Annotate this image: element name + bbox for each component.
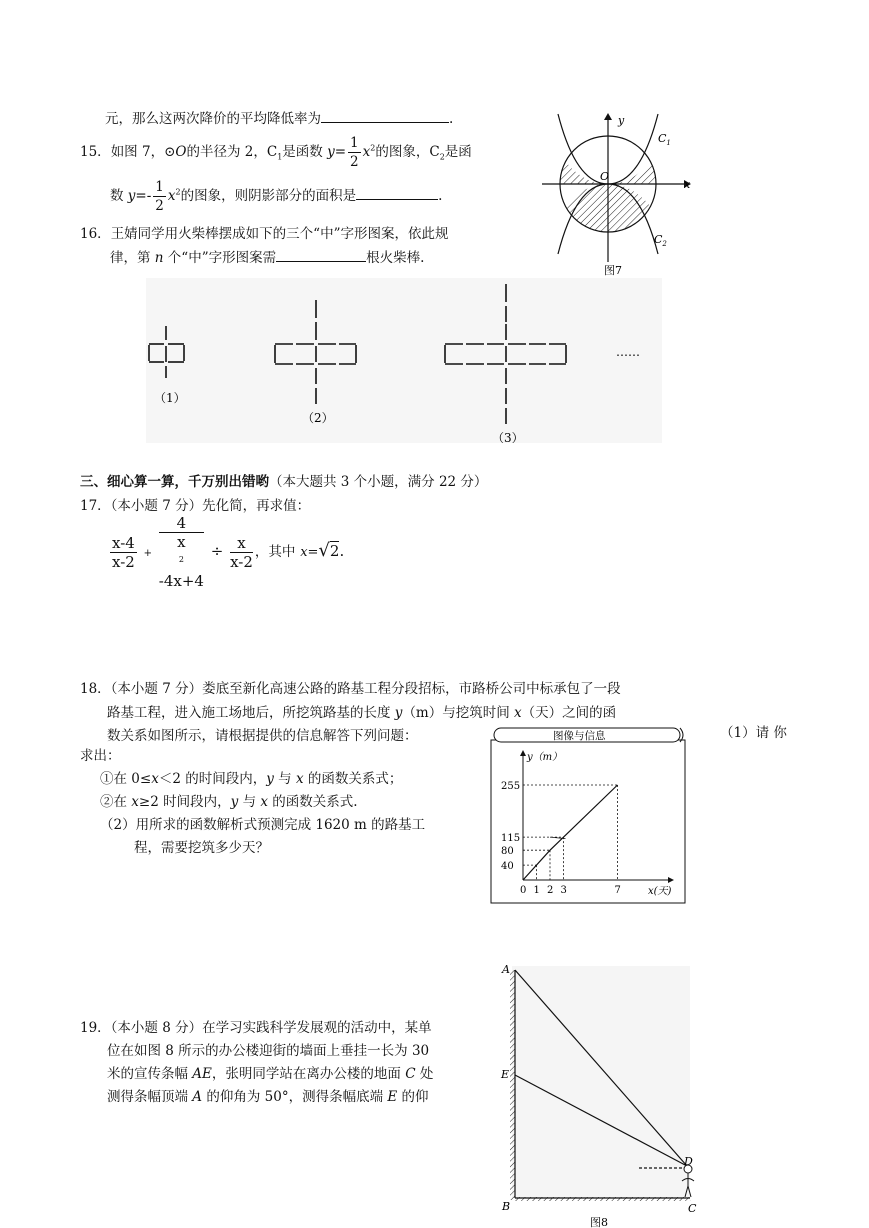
match-figure-2 xyxy=(275,300,356,404)
label-fig-1: （1） xyxy=(154,391,186,405)
q16-line1: 16．王婧同学用火柴棒摆成如下的三个“中”字形图案，依此规 xyxy=(80,226,449,242)
q19-line1: 19．（本小题 8 分）在学习实践科学发展观的活动中，某单 xyxy=(80,1020,432,1036)
q15-line1: 15．如图 7，⊙O的半径为 2，$C_1$是函数 y= $\frac{1}{2}$ $x^2$的图象，$C_2$是函 xyxy=(80,135,472,170)
graph-y-tick-80: 80 xyxy=(501,846,514,858)
figure-8-caption: 图8 xyxy=(590,1216,608,1228)
graph-x-tick-2: 2 xyxy=(547,885,554,896)
graph-x-tick-0: 0 xyxy=(520,885,527,896)
matchstick-figures xyxy=(146,278,662,443)
match-figure-1 xyxy=(149,326,184,378)
function-graph xyxy=(490,726,688,904)
label-fig-2: （2） xyxy=(302,411,334,425)
q15-fraction-neg-half: $\frac{1}{2}$ xyxy=(155,179,164,214)
figure-7-caption: 图7 xyxy=(604,264,622,277)
q14-answer-blank[interactable] xyxy=(321,108,449,123)
graph-y-tick-255: 255 xyxy=(501,781,521,792)
q18-part1-cont: 求出： xyxy=(80,748,121,764)
figure-7 xyxy=(536,112,696,278)
c1-label: $C_1$ xyxy=(658,132,671,147)
q18-item1: ①在 0≤x＜2 的时间段内，y 与 x 的函数关系式； xyxy=(100,771,403,787)
y-axis-arrow xyxy=(604,113,612,120)
q18-line1: 18．（本小题 7 分）娄底至新化高速公路的路基工程分段招标，市路桥公司中标承包了一段 xyxy=(80,681,621,697)
graph-y-tick-115: 115 xyxy=(501,833,521,845)
graph-x-axis-label: x(天) xyxy=(648,886,672,897)
c2-label: $C_2$ xyxy=(654,233,667,248)
label-c: C xyxy=(688,1202,697,1215)
q14-continuation: 元，那么这两次降价的平均降低率为 . xyxy=(105,107,453,127)
match-figure-3 xyxy=(445,284,566,424)
q18-item2: ②在 x≥2 时间段内，y 与 x 的函数关系式. xyxy=(100,794,358,810)
q15-fraction-half: $\frac{1}{2}$ xyxy=(350,135,359,170)
q17-expression: $\frac{x-4}{x-2}$ + 4 x $^2$ -4x+4 ÷ $\frac{x}{x-2}$ ，其中 x=√2. xyxy=(112,514,345,590)
q18-part1-label: （1）请 你 xyxy=(720,725,787,741)
origin-label: O xyxy=(600,170,610,183)
label-b: B xyxy=(502,1200,511,1213)
graph-x-tick-3: 3 xyxy=(560,885,567,896)
q19-line3: 米的宣传条幅 AE，张明同学站在离办公楼的地面 C 处 xyxy=(107,1066,434,1082)
graph-x-tick-7: 7 xyxy=(614,885,621,896)
section-3-heading: 三、细心算一算，千万别出错哟（本大题共 3 个小题，满分 22 分） xyxy=(80,474,488,490)
q18-part2-line1: （2）用所求的函数解析式预测完成 1620 m 的路基工 xyxy=(100,817,426,833)
y-label: y xyxy=(618,114,625,127)
graph-banner-text: 图像与信息 xyxy=(553,730,606,742)
graph-frame xyxy=(491,740,685,903)
q18-line2: 路基工程，进入施工场地后，所挖筑路基的长度 y（m）与挖筑时间 x（天）之间的函 xyxy=(107,705,617,721)
graph-x-tick-1: 1 xyxy=(533,885,540,896)
sqrt-symbol: √ xyxy=(318,540,330,561)
x-label: x xyxy=(684,178,691,191)
q19-line4: 测得条幅顶端 A 的仰角为 50°，测得条幅底端 E 的仰 xyxy=(107,1089,429,1105)
wall-hatch xyxy=(510,970,515,1200)
q14-text: 元，那么这两次降价的平均降低率为 xyxy=(105,111,321,127)
q15-line2: 数 y=- $\frac{1}{2}$ $x^2$的图象，则阴影部分的面积是 . xyxy=(110,179,443,214)
q19-line2: 位在如图 8 所示的办公楼迎街的墙面上垂挂一长为 30 xyxy=(107,1043,430,1059)
label-a: A xyxy=(502,963,510,976)
ellipsis: …… xyxy=(616,345,640,359)
label-d: D xyxy=(684,1155,693,1168)
graph-y-tick-40: 40 xyxy=(501,861,514,873)
q16-line2: 律，第 n 个“中”字形图案需 根火柴棒. xyxy=(110,246,424,266)
label-fig-3: （3） xyxy=(492,431,524,443)
q18-part2-line2: 程，需要挖筑多少天？ xyxy=(134,840,269,856)
label-e: E xyxy=(501,1068,510,1081)
q17-heading: 17．（本小题 7 分）先化简，再求值： xyxy=(80,498,311,514)
q15-answer-blank[interactable] xyxy=(356,185,438,200)
q18-line3: 数关系如图所示，请根据提供的信息解答下列问题： xyxy=(107,728,418,744)
q16-answer-blank[interactable] xyxy=(276,247,366,262)
figure-8 xyxy=(494,962,704,1228)
graph-y-axis-label: y（m） xyxy=(527,752,563,763)
